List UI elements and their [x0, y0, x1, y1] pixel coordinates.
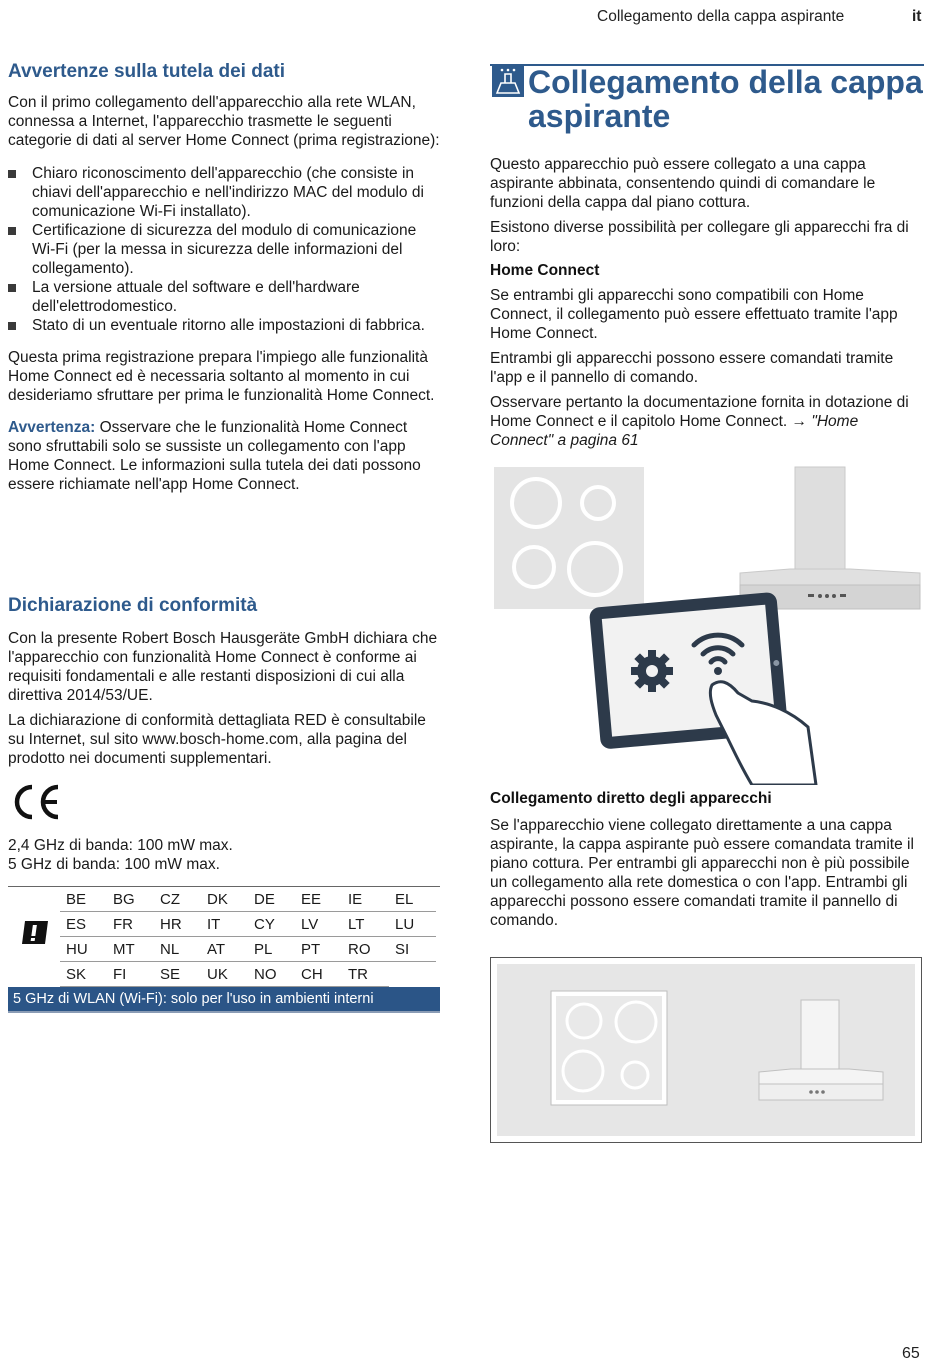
table-row: [60, 887, 436, 912]
country-code-cell: SI: [389, 937, 436, 962]
home-connect-illustration: [490, 465, 924, 785]
hob-hood-connection-icon: [492, 65, 524, 102]
home-connect-heading: Home Connect: [490, 262, 600, 279]
band-5ghz: 5 GHz di banda: 100 mW max.: [8, 856, 220, 873]
country-code-cell: PT: [295, 937, 342, 962]
warning-exclamation-icon: [20, 917, 50, 952]
wifi-indoor-note: 5 GHz di WLAN (Wi-Fi): solo per l'uso in ambienti interni: [8, 987, 440, 1013]
band-2-4ghz: 2,4 GHz di banda: 100 mW max.: [8, 837, 233, 854]
conformity-p1: Con la presente Robert Bosch Hausgeräte GmbH dichiara che l'apparecchio con funzionalità Home Connect è conforme ai requisiti fondamentali e alle restanti disposizioni di cui alla direttiva 2014/53/UE.: [8, 630, 438, 704]
country-code-cell: LT: [342, 912, 389, 937]
country-code-cell: NO: [248, 962, 295, 987]
country-table-block: [8, 886, 440, 1013]
list-item: Certificazione di sicurezza del modulo di comunicazione Wi-Fi (per la messa in sicurezza delle informazioni del collegamento).: [8, 221, 440, 278]
language-code: it: [912, 8, 922, 25]
country-code-cell: FI: [107, 962, 154, 987]
table-row: [60, 937, 436, 962]
intro-p2: Esistono diverse possibilità per collegare gli apparecchi fra di loro:: [490, 219, 909, 255]
home-connect-page-link[interactable]: "Home Connect" a pagina 61: [490, 413, 859, 449]
country-code-cell: LV: [295, 912, 342, 937]
arrow-icon: →: [791, 413, 808, 430]
country-code-cell: [389, 962, 436, 987]
country-code-cell: SK: [60, 962, 107, 987]
country-code-cell: CH: [295, 962, 342, 987]
home-connect-p3: Osservare pertanto la documentazione fornita in dotazione di Home Connect e il capitolo Home Connect. → "Home Connect" a pagina 61: [490, 394, 909, 449]
list-item: Stato di un eventuale ritorno alle impostazioni di fabbrica.: [8, 316, 440, 335]
bullet-square-icon: [8, 322, 16, 330]
intro-section: [490, 155, 922, 450]
country-code-cell: AT: [201, 937, 248, 962]
country-code-cell: NL: [154, 937, 201, 962]
running-header-title: Collegamento della cappa aspirante: [597, 8, 845, 25]
privacy-heading: Avvertenze sulla tutela dei dati: [8, 61, 285, 82]
direct-section: [490, 790, 922, 930]
bullet-square-icon: [8, 284, 16, 292]
country-code-cell: PL: [248, 937, 295, 962]
privacy-section: [8, 61, 440, 494]
home-connect-p1: Se entrambi gli apparecchi sono compatibili con Home Connect, il collegamento può essere effettuato tramite l'app Home Connect.: [490, 287, 898, 342]
table-row: [60, 912, 436, 937]
direct-connection-heading: Collegamento diretto degli apparecchi: [490, 790, 772, 807]
list-item: Chiaro riconoscimento dell'apparecchio (che consiste in chiavi dell'apparecchio e nell'indirizzo MAC del modulo di comunicazione Wi-Fi installato).: [8, 164, 440, 221]
country-code-cell: RO: [342, 937, 389, 962]
country-code-cell: LU: [389, 912, 436, 937]
country-code-cell: EE: [295, 887, 342, 912]
hood-image: [795, 467, 845, 572]
note-label: Avvertenza:: [8, 419, 96, 436]
hood-image: [801, 1000, 839, 1072]
band-info: [8, 836, 440, 874]
country-code-cell: ES: [60, 912, 107, 937]
conformity-section: [8, 595, 440, 768]
country-code-cell: TR: [342, 962, 389, 987]
country-code-cell: HR: [154, 912, 201, 937]
privacy-note: [8, 418, 440, 494]
country-code-cell: UK: [201, 962, 248, 987]
country-code-cell: MT: [107, 937, 154, 962]
country-code-cell: SE: [154, 962, 201, 987]
privacy-after: Questa prima registrazione prepara l'impiego alle funzionalità Home Connect ed è necessaria soltanto al momento in cui desideriamo sfruttare per prima le funzionalità Home Connect.: [8, 349, 435, 404]
home-connect-p2: Entrambi gli apparecchi possono essere comandati tramite l'app e il pannello di comando.: [490, 350, 894, 386]
country-code-cell: EL: [389, 887, 436, 912]
conformity-p2: La dichiarazione di conformità dettagliata RED è consultabile su Internet, sul sito www.bosch-home.com, alla pagina del prodotto nei documenti supplementari.: [8, 712, 426, 767]
bullet-square-icon: [8, 227, 16, 235]
country-code-cell: BE: [60, 887, 107, 912]
privacy-intro: Con il primo collegamento dell'apparecchio alla rete WLAN, connessa a Internet, l'apparecchio trasmette le seguenti categorie di dati al server Home Connect (prima registrazione):: [8, 94, 440, 149]
direct-connection-illustration: [490, 957, 922, 1143]
country-code-cell: IE: [342, 887, 389, 912]
country-code-cell: FR: [107, 912, 154, 937]
country-code-cell: IT: [201, 912, 248, 937]
country-code-cell: DE: [248, 887, 295, 912]
note-text: Osservare che le funzionalità Home Connect sono sfruttabili solo se sussiste un collegamento con l'app Home Connect. Le informazioni sulla tutela dei dati possono essere richiamate nell'app Home Connect.: [8, 419, 421, 493]
privacy-bullet-list: [8, 164, 440, 335]
page-number: 65: [902, 1345, 920, 1362]
intro-p1: Questo apparecchio può essere collegato a una cappa aspirante abbinata, consentendo quindi di comandare le funzioni della cappa dal piano cottura.: [490, 156, 876, 211]
country-code-cell: HU: [60, 937, 107, 962]
country-code-cell: CY: [248, 912, 295, 937]
direct-connection-p: Se l'apparecchio viene collegato direttamente a una cappa aspirante, la cappa aspirante può essere comandata tramite il piano cottura. Per entrambi gli apparecchi non è più possibile un collegamento alla rete domestica o con l'app. Entrambi gli apparecchi possono essere comandati tramite il pannello di comando.: [490, 817, 914, 929]
country-table: [60, 887, 436, 987]
page-title: Collegamento della cappa aspirante: [528, 64, 923, 134]
list-item: La versione attuale del software e dell'hardware dell'elettrodomestico.: [8, 278, 440, 316]
table-row: [60, 962, 436, 987]
country-code-cell: CZ: [154, 887, 201, 912]
country-code-cell: BG: [107, 887, 154, 912]
ce-mark-icon: [12, 783, 62, 826]
country-code-cell: DK: [201, 887, 248, 912]
bullet-square-icon: [8, 170, 16, 178]
conformity-heading: Dichiarazione di conformità: [8, 595, 258, 616]
